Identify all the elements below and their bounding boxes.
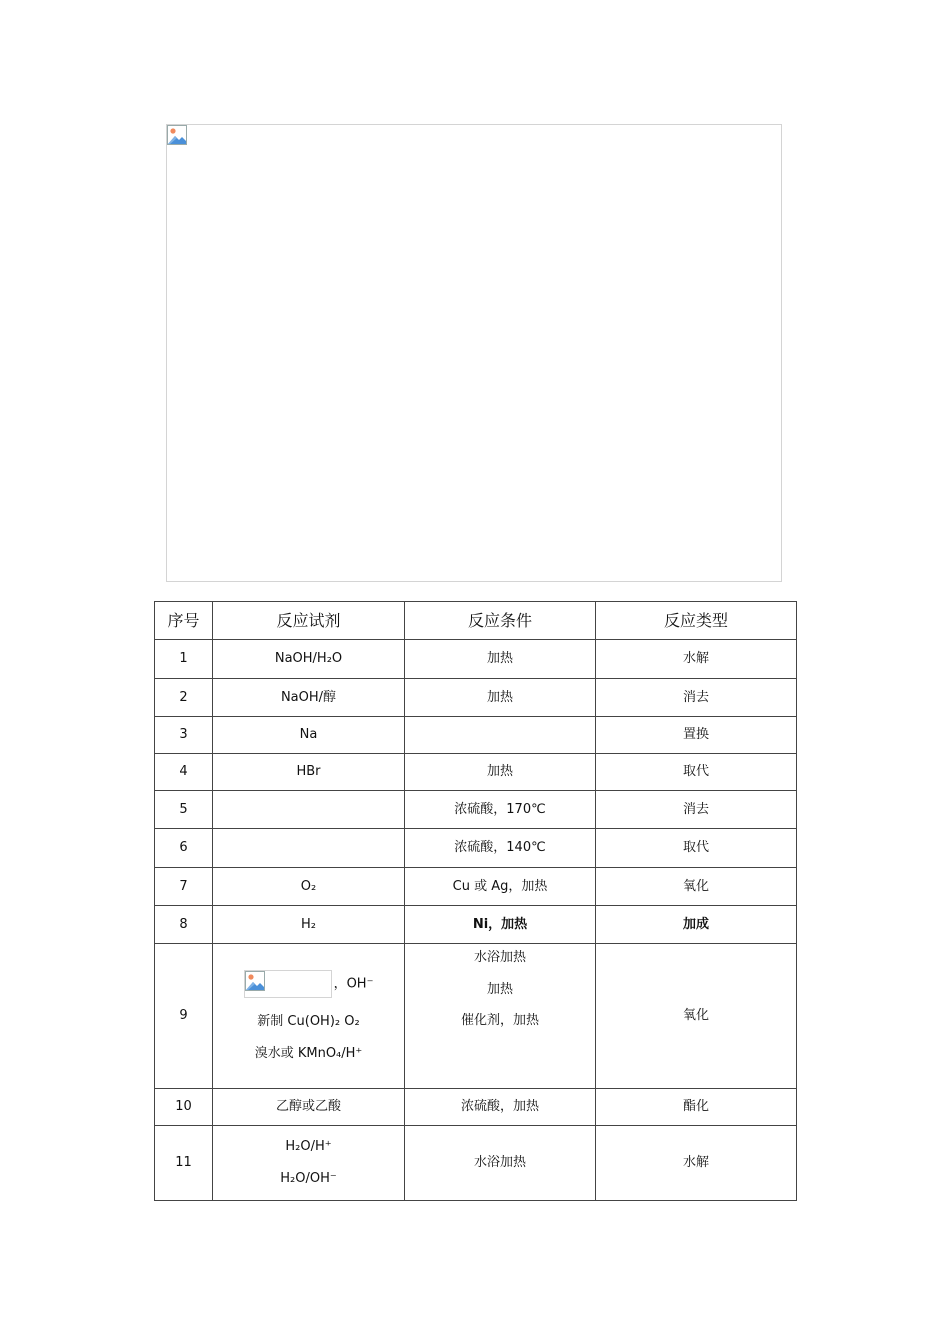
- cell-type: 取代: [596, 754, 797, 791]
- image-placeholder: [166, 124, 782, 582]
- cell-reagent: [213, 829, 405, 868]
- cell-type: 氧化: [596, 944, 797, 1089]
- cell-condition: [405, 944, 596, 1089]
- cell-no: 4: [155, 754, 213, 791]
- cell-condition: 加热: [405, 754, 596, 791]
- reagent-line: 溴水或 KMnO₄/H⁺: [254, 1046, 363, 1061]
- cell-condition: 水浴加热: [405, 1126, 596, 1201]
- condition-line: 催化剂，加热: [460, 1013, 539, 1029]
- condition-line: 加热: [486, 981, 513, 997]
- table-header-row: [155, 602, 797, 640]
- table-row: [155, 868, 797, 906]
- cell-reagent: O₂: [213, 868, 405, 906]
- cell-reagent: [213, 1126, 405, 1201]
- cell-condition: Ni，加热: [405, 906, 596, 944]
- cell-type: 消去: [596, 679, 797, 717]
- cell-condition: 加热: [405, 679, 596, 717]
- inline-image-placeholder: [244, 970, 332, 998]
- broken-image-icon: [167, 125, 187, 145]
- cell-type: 置换: [596, 717, 797, 754]
- table-row: [155, 906, 797, 944]
- cell-type: 水解: [596, 1126, 797, 1201]
- cell-no: 9: [155, 944, 213, 1089]
- cell-reagent: [213, 791, 405, 829]
- table-row: [155, 791, 797, 829]
- cell-reagent: Na: [213, 717, 405, 754]
- cell-condition: 浓硫酸，140℃: [405, 829, 596, 868]
- header-reagent: 反应试剂: [213, 602, 405, 640]
- header-condition: 反应条件: [405, 602, 596, 640]
- table-row: [155, 754, 797, 791]
- header-type: 反应类型: [596, 602, 797, 640]
- cell-no: 3: [155, 717, 213, 754]
- reagent-line: H₂O/OH⁻: [280, 1171, 337, 1186]
- cell-type: 氧化: [596, 868, 797, 906]
- table-row: [155, 640, 797, 679]
- cell-type: 加成: [596, 906, 797, 944]
- cell-reagent: NaOH/醇: [213, 679, 405, 717]
- cell-reagent: H₂: [213, 906, 405, 944]
- cell-condition: 加热: [405, 640, 596, 679]
- cell-reagent: NaOH/H₂O: [213, 640, 405, 679]
- reagent-line: [213, 970, 404, 998]
- reagent-line-text: ，OH⁻: [333, 976, 374, 992]
- cell-type: 取代: [596, 829, 797, 868]
- cell-no: 10: [155, 1089, 213, 1126]
- reaction-table: [154, 601, 797, 1201]
- table-row: [155, 829, 797, 868]
- cell-no: 1: [155, 640, 213, 679]
- cell-no: 6: [155, 829, 213, 868]
- table-row: [155, 1126, 797, 1201]
- cell-type: 消去: [596, 791, 797, 829]
- header-no: 序号: [155, 602, 213, 640]
- cell-condition: 浓硫酸，加热: [405, 1089, 596, 1126]
- broken-image-icon: [245, 971, 265, 991]
- table-row: [155, 717, 797, 754]
- table-row: [155, 944, 797, 1089]
- cell-no: 2: [155, 679, 213, 717]
- cell-type: 酯化: [596, 1089, 797, 1126]
- cell-condition: 浓硫酸，170℃: [405, 791, 596, 829]
- cell-no: 8: [155, 906, 213, 944]
- cell-condition: [405, 717, 596, 754]
- cell-type: 水解: [596, 640, 797, 679]
- table-row: [155, 1089, 797, 1126]
- cell-no: 7: [155, 868, 213, 906]
- cell-no: 5: [155, 791, 213, 829]
- cell-no: 11: [155, 1126, 213, 1201]
- cell-reagent: HBr: [213, 754, 405, 791]
- cell-reagent: [213, 944, 405, 1089]
- reagent-line: H₂O/H⁺: [285, 1139, 332, 1155]
- cell-reagent: 乙醇或乙酸: [213, 1089, 405, 1126]
- table-row: [155, 679, 797, 717]
- condition-line: 水浴加热: [473, 950, 526, 965]
- reagent-line: 新制 Cu(OH)₂ O₂: [257, 1014, 360, 1030]
- cell-condition: Cu 或 Ag，加热: [405, 868, 596, 906]
